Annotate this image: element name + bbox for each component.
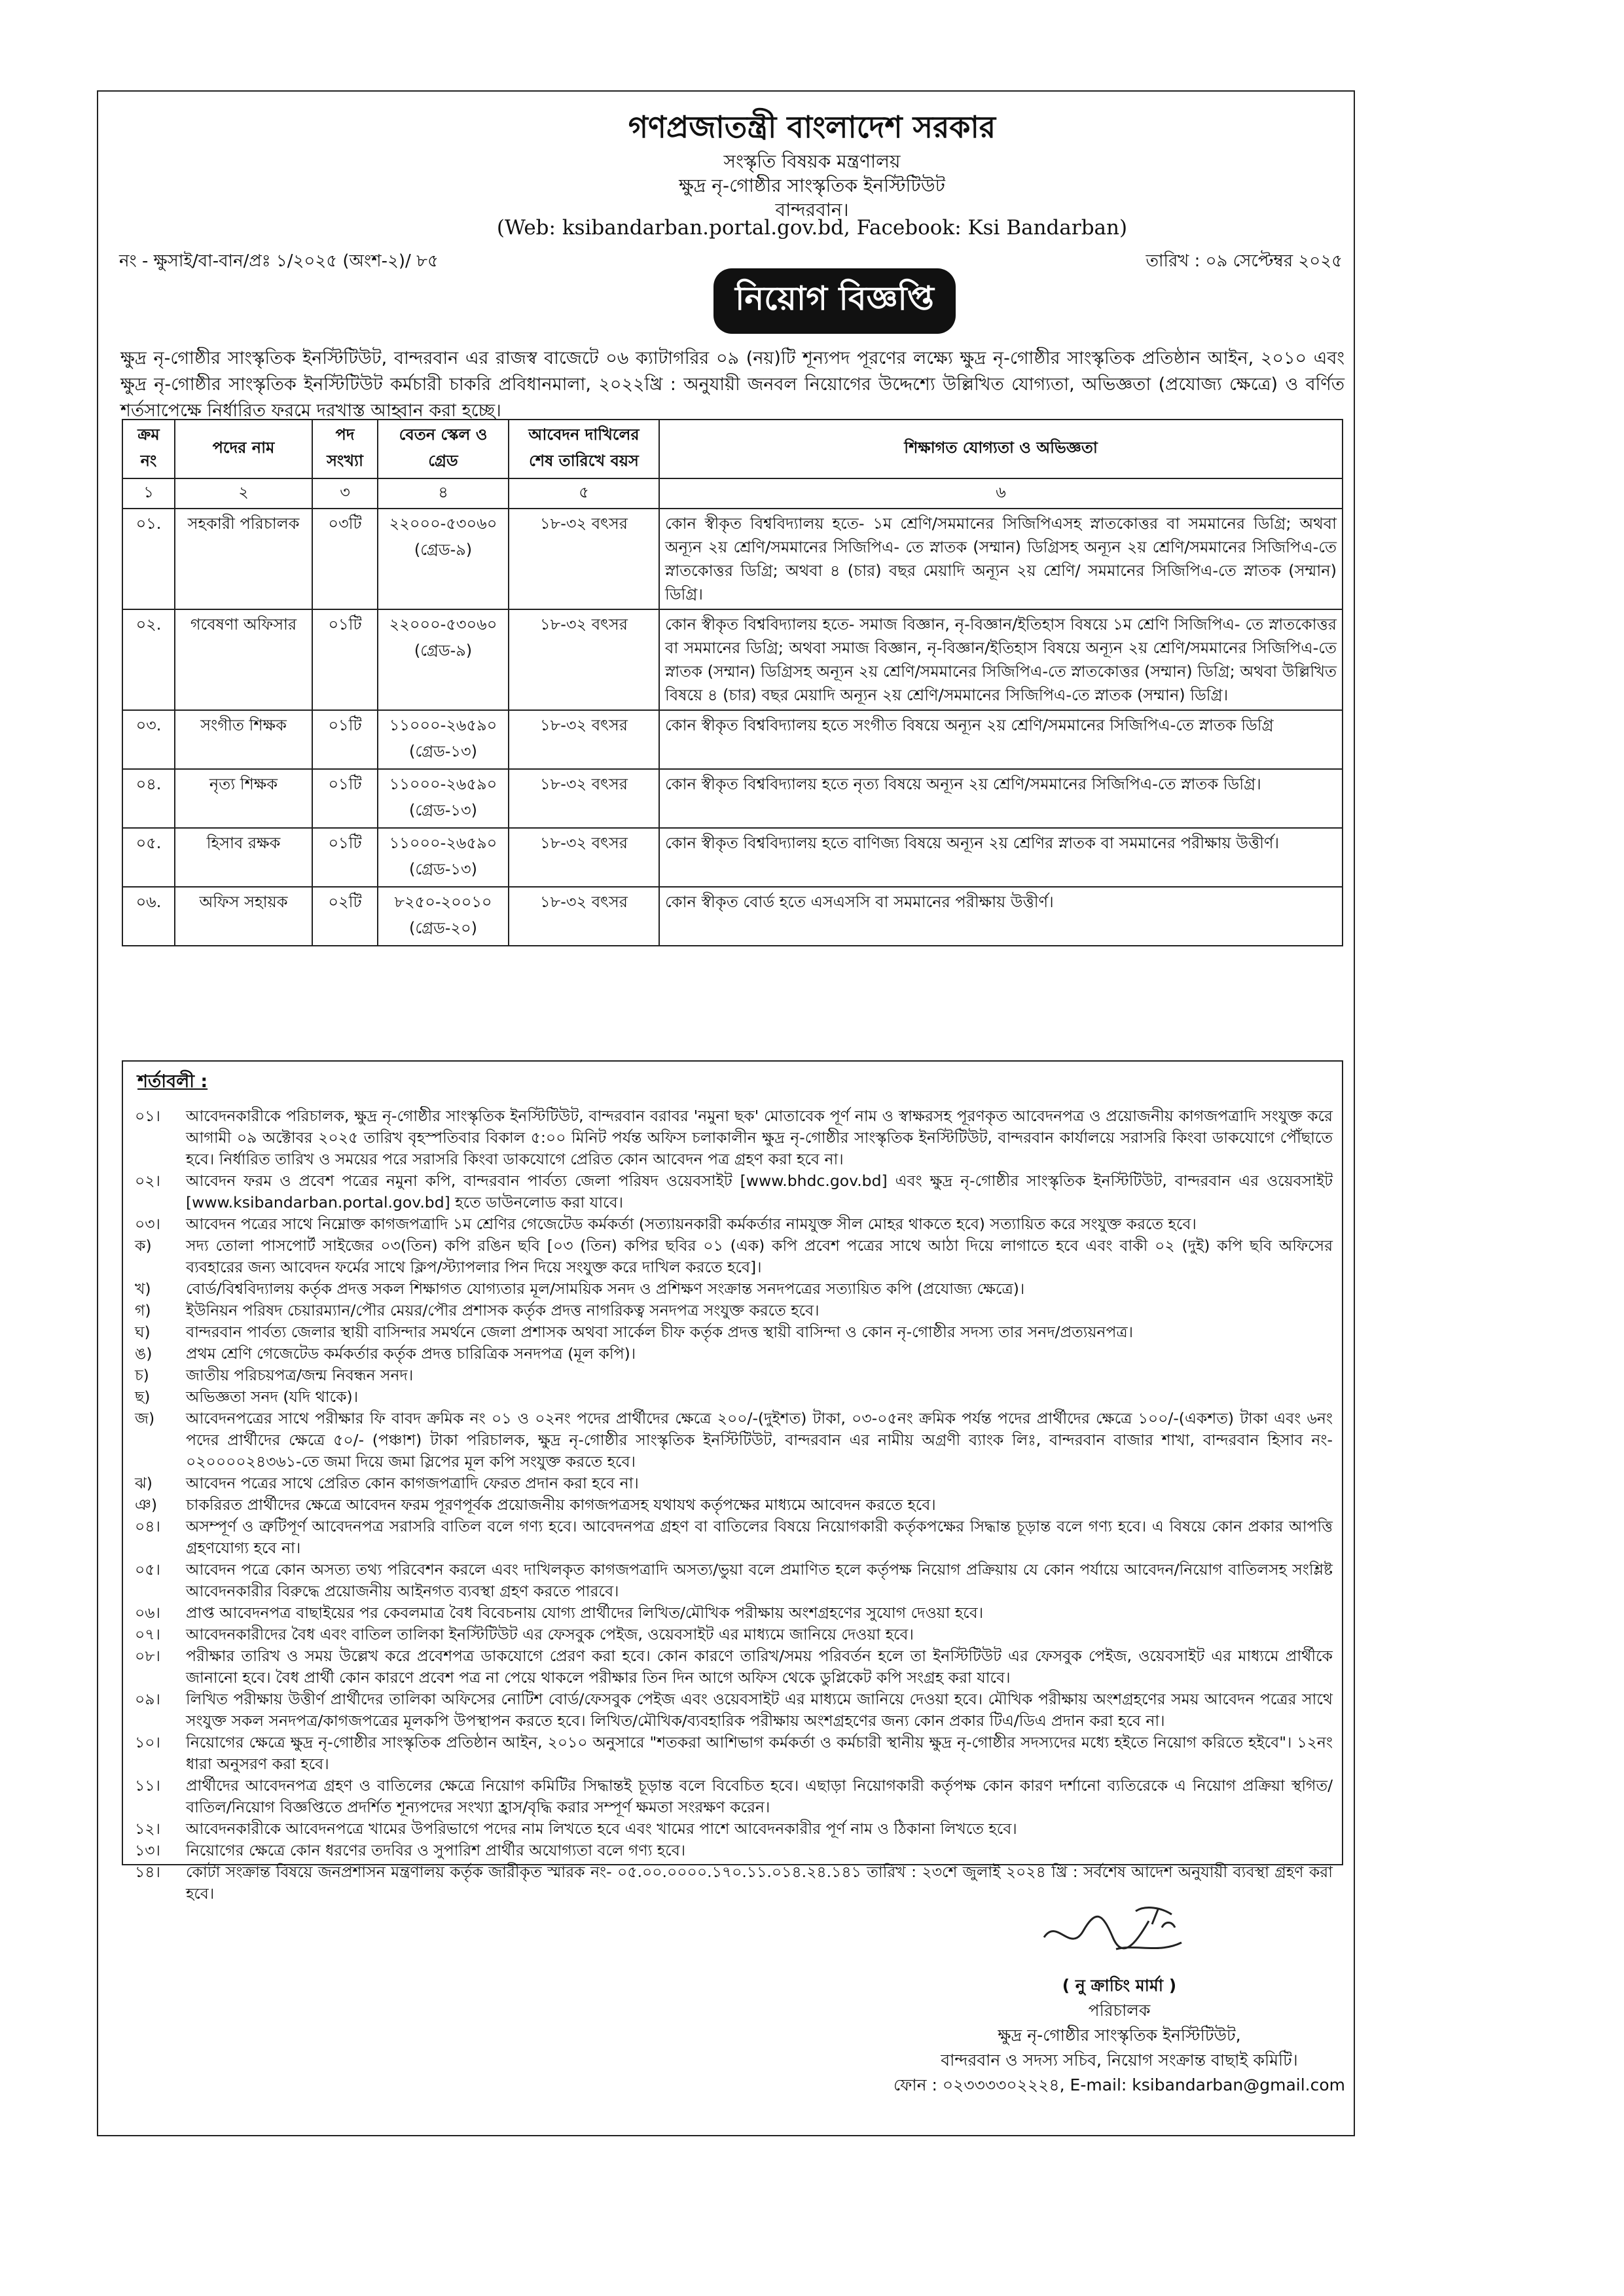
term-number: ০১। <box>135 1107 160 1125</box>
term-text: কোটা সংক্রান্ত বিষয়ে জনপ্রশাসন মন্ত্রণালয় কর্তৃক জারীকৃত স্মারক নং- ০৫.০০.০০০০.১৭০.১১.০১৪.২৪.১৪১ তারিখ : ২৩শে জুলাই ২০২৪ খ্রি : সর্বশেষ আদেশ অনুযায়ী ব্যবস্থা গ্রহণ করা হবে। <box>186 1863 1333 1903</box>
term-item <box>132 1732 1333 1775</box>
cell-post-count: ০২টি <box>312 887 378 946</box>
term-text: অভিজ্ঞতা সনদ (যদি থাকে)। <box>186 1388 359 1406</box>
term-text: আবেদন ফরম ও প্রবেশ পত্রের নমুনা কপি, বান্দরবান পার্বত্য জেলা পরিষদ ওয়েবসাইট [www.bhdc.gov.bd] এবং ক্ষুদ্র নৃ-গোষ্ঠীর সাংস্কৃতিক ইনস্টিটিউট, বান্দরবান এর ওয়েবসাইট [www.ksibandarban.portal.gov.bd] হতে ডাউনলোড করা যাবে। <box>186 1172 1333 1211</box>
term-number: ছ) <box>135 1388 151 1406</box>
term-item <box>132 1300 1333 1321</box>
term-text: বোর্ড/বিশ্ববিদ্যালয় কর্তৃক প্রদত্ত সকল শিক্ষাগত যোগ্যতার মূল/সাময়িক সনদ ও প্রশিক্ষণ সংক্রান্ত সনদপত্রের সত্যায়িত কপি (প্রযোজ্য ক্ষেত্রে)। <box>186 1280 1025 1298</box>
term-item <box>132 1602 1333 1624</box>
col-header: আবেদন দাখিলের শেষ তারিখে বয়স <box>509 420 659 478</box>
term-text: প্রার্থীদের আবেদনপত্র গ্রহণ ও বাতিলের ক্ষেত্রে নিয়োগ কমিটির সিদ্ধান্তই চূড়ান্ত বলে বিবেচিত হবে। এছাড়া নিয়োগকারী কর্তৃপক্ষ কোন কারণ দর্শানো ব্যতিরেকে এ নিয়োগ প্রক্রিয়া স্থগিত/বাতিল/নিয়োগ বিজ্ঞপ্তিতে প্রদর্শিত শূন্যপদের সংখ্যা হ্রাস/বৃদ্ধি করার সম্পূর্ণ ক্ষমতা সংরক্ষণ করেন। <box>186 1776 1333 1816</box>
col-header: শিক্ষাগত যোগ্যতা ও অভিজ্ঞতা <box>659 420 1343 478</box>
cell-qualification: কোন স্বীকৃত বিশ্ববিদ্যালয় হতে- সমাজ বিজ্ঞান, নৃ-বিজ্ঞান/ইতিহাস বিষয়ে ১ম শ্রেণি সিজিপিএ- তে স্নাতকোত্তর বা সমমানের ডিগ্রি; অথবা সমাজ বিজ্ঞান, নৃ-বিজ্ঞান/ইতিহাস বিষয়ে অন্যূন ২য় শ্রেণি/সমমানের সিজিপিএ-তে স্নাতক (সম্মান) ডিগ্রিসহ অন্যূন ২য় শ্রেণি/সমমানের সিজিপিএ-তে স্নাতকোত্তর (সম্মান) ডিগ্রি; অথবা উল্লিখিত বিষয়ে ৪ (চার) বছর মেয়াদি অন্যূন ২য় শ্রেণি/সমমানের সিজিপিএ-তে স্নাতক (সম্মান) ডিগ্রি। <box>659 609 1343 710</box>
pay-scale-value: ১১০০০-২৬৫৯০ <box>389 716 497 734</box>
term-item <box>132 1624 1333 1645</box>
term-text: প্রাপ্ত আবেদনপত্র বাছাইয়ের পর কেবলমাত্র বৈধ বিবেচনায় যোগ্য প্রার্থীদের লিখিত/মৌখিক পরীক্ষায় অংশগ্রহণের সুযোগ দেওয়া হবে। <box>186 1604 984 1622</box>
cell-post-name: অফিস সহায়ক <box>175 887 312 946</box>
term-number: ০৮। <box>135 1647 160 1665</box>
col-number: ১ <box>122 478 175 509</box>
term-item <box>132 1494 1333 1516</box>
signatory-role: বান্দরবান ও সদস্য সচিব, নিয়োগ সংক্রান্ত বাছাই কমিটি। <box>941 2051 1298 2070</box>
term-text: চাকরিরত প্রার্থীদের ক্ষেত্রে আবেদন ফরম পূরণপূর্বক প্রয়োজনীয় কাগজপত্রসহ যথাযথ কর্তৃপক্ষের মাধ্যমে আবেদন করতে হবে। <box>186 1496 936 1514</box>
cell-post-count: ০১টি <box>312 609 378 710</box>
column-number-row <box>122 478 1343 509</box>
signatory-designation: পরিচালক <box>1088 2001 1151 2020</box>
term-item <box>132 1343 1333 1365</box>
col-header: বেতন স্কেল ও গ্রেড <box>378 420 509 478</box>
cell-serial: ০৩. <box>122 710 175 769</box>
term-item <box>132 1170 1333 1213</box>
term-item <box>132 1645 1333 1689</box>
pay-scale-value: ১১০০০-২৬৫৯০ <box>389 775 497 793</box>
term-text: বান্দরবান পার্বত্য জেলার স্থায়ী বাসিন্দার সমর্থনে জেলা প্রশাসক অথবা সার্কেল চীফ কর্তৃক প্রদত্ত স্থায়ী বাসিন্দা ও কোন নৃ-গোষ্ঠীর সদস্য তার সনদ/প্রত্যয়নপত্র। <box>186 1323 1134 1341</box>
term-number: ঝ) <box>135 1474 153 1492</box>
term-number: ক) <box>135 1236 152 1255</box>
cell-post-name: গবেষণা অফিসার <box>175 609 312 710</box>
term-text: লিখিত পরীক্ষায় উত্তীর্ণ প্রার্থীদের তালিকা অফিসের নোটিশ বোর্ড/ফেসবুক পেইজ এবং ওয়েবসাইট এর মাধ্যমে জানিয়ে দেওয়া হবে। মৌখিক পরীক্ষায় অংশগ্রহণের সময় আবেদন পত্রের সাথে সংযুক্ত সকল সনদপত্র/কাগজপত্রের মূলকপি উপস্থাপন করতে হবে। লিখিত/মৌখিক/ব্যবহারিক পরীক্ষায় অংশগ্রহণের জন্য কোন প্রকার টিএ/ডিএ প্রদান করা হবে না। <box>186 1690 1333 1730</box>
col-header: ক্রম নং <box>122 420 175 478</box>
cell-serial: ০৬. <box>122 887 175 946</box>
col-number: ৫ <box>509 478 659 509</box>
cell-post-name: হিসাব রক্ষক <box>175 828 312 887</box>
cell-qualification: কোন স্বীকৃত বিশ্ববিদ্যালয় হতে- ১ম শ্রেণি/সমমানের সিজিপিএসহ স্নাতকোত্তর বা সমমানের ডিগ্রি; অথবা অন্যূন ২য় শ্রেণি/সমমানের সিজিপিএ- তে স্নাতক (সম্মান) ডিগ্রিসহ অন্যূন ২য় শ্রেণি/সমমানের সিজিপিএ-তে স্নাতকোত্তর ডিগ্রি; অথবা ৪ (চার) বছর মেয়াদি অন্যূন ২য় শ্রেণি/ সমমানের সিজিপিএ-তে স্নাতক (সম্মান) ডিগ্রি। <box>659 509 1343 609</box>
table-row <box>122 887 1343 946</box>
cell-post-count: ০১টি <box>312 769 378 828</box>
grade-value: (গ্রেড-৯) <box>414 541 473 559</box>
term-number: খ) <box>135 1280 151 1298</box>
term-number: ঞ) <box>135 1496 157 1514</box>
term-number: ১১। <box>135 1776 160 1795</box>
cell-qualification: কোন স্বীকৃত বিশ্ববিদ্যালয় হতে বাণিজ্য বিষয়ে অন্যূন ২য় শ্রেণির স্নাতক বা সমমানের পরীক্ষায় উত্তীর্ণ। <box>659 828 1343 887</box>
term-number: ০৪। <box>135 1517 160 1535</box>
signatory-contact: ফোন : ০২৩৩৩৩০২২২৪, E-mail: ksibandarban@gmail.com <box>893 2075 1346 2094</box>
grade-value: (গ্রেড-২০) <box>409 919 477 937</box>
cell-pay-scale <box>378 887 509 946</box>
term-item <box>132 1105 1333 1170</box>
term-item <box>132 1386 1333 1408</box>
signature-block <box>890 1973 1348 2098</box>
cell-age-limit: ১৮-৩২ বৎসর <box>509 609 659 710</box>
cell-post-count: ০৩টি <box>312 509 378 609</box>
term-item <box>132 1365 1333 1386</box>
posts-table <box>122 419 1343 946</box>
table-row <box>122 828 1343 887</box>
terms-list <box>132 1105 1333 1905</box>
term-number: ০৫। <box>135 1560 160 1579</box>
term-number: ১৩। <box>135 1841 160 1859</box>
cell-age-limit: ১৮-৩২ বৎসর <box>509 509 659 609</box>
cell-qualification: কোন স্বীকৃত বোর্ড হতে এসএসসি বা সমমানের পরীক্ষায় উত্তীর্ণ। <box>659 887 1343 946</box>
signatory-org: ক্ষুদ্র নৃ-গোষ্ঠীর সাংস্কৃতিক ইনস্টিটিউট, <box>998 2026 1241 2045</box>
grade-value: (গ্রেড-১৩) <box>409 860 477 878</box>
col-number: ৬ <box>659 478 1343 509</box>
term-text: ইউনিয়ন পরিষদ চেয়ারম্যান/পৌর মেয়র/পৌর প্রশাসক কর্তৃক প্রদত্ত নাগরিকত্ব সনদপত্র সংযুক্ত করতে হবে। <box>186 1301 820 1319</box>
term-number: ০৬। <box>135 1604 160 1622</box>
term-text: সদ্য তোলা পাসপোর্ট সাইজের ০৩(তিন) কপি রঙিন ছবি [০৩ (তিন) কপির ছবির ০১ (এক) কপি প্রবেশ পত্রের সাথে আঠা দিয়ে লাগাতে হবে এবং বাকী ০২ (দুই) কপি ছবি অফিসের ব্যবহারের জন্য আবেদন ফর্মের সাথে ক্লিপ/স্ট্যাপলার পিন দিয়ে সংযুক্ত করে দাখিল করতে হবে]। <box>186 1236 1333 1276</box>
web-facebook: (Web: ksibandarban.portal.gov.bd, Facebook: Ksi Bandarban) <box>496 216 1128 240</box>
terms-title: শর্তাবলী : <box>137 1071 208 1092</box>
cell-serial: ০৫. <box>122 828 175 887</box>
term-number: জ) <box>135 1409 155 1427</box>
cell-age-limit: ১৮-৩২ বৎসর <box>509 887 659 946</box>
term-text: পরীক্ষার তারিখ ও সময় উল্লেখ করে প্রবেশপত্র ডাকযোগে প্রেরণ করা হবে। কোন কারণে তারিখ/সময় পরিবর্তন হলে তা ইনস্টিটিউট এর ফেসবুক পেইজ, ওয়েবসাইট এর মাধ্যমে প্রার্থীকে জানানো হবে। বৈধ প্রার্থী কোন কারণে প্রবেশ পত্র না পেয়ে থাকলে পরীক্ষার তিন দিন আগে অফিস থেকে ডুপ্লিকেট কপি সংগ্রহ করা যাবে। <box>186 1647 1333 1687</box>
cell-post-count: ০১টি <box>312 710 378 769</box>
term-item <box>132 1321 1333 1343</box>
term-text: আবেদনকারীদের বৈধ এবং বাতিল তালিকা ইনস্টিটিউট এর ফেসবুক পেইজ, ওয়েবসাইট এর মাধ্যমে জানিয়ে দেওয়া হবে। <box>186 1625 914 1643</box>
pay-scale-value: ৮২৫০-২০০১০ <box>394 893 492 911</box>
term-number: ০৩। <box>135 1215 160 1233</box>
term-text: আবেদনকারীকে আবেদনপত্রে খামের উপরিভাগে পদের নাম লিখতে হবে এবং খামের পাশে আবেদনকারীর পূর্ণ নাম ও ঠিকানা লিখতে হবে। <box>186 1820 1017 1838</box>
term-number: ০২। <box>135 1172 160 1190</box>
term-text: আবেদন পত্রের সাথে নিম্নোক্ত কাগজপত্রাদি ১ম শ্রেণির গেজেটেড কর্মকর্তা (সত্যায়নকারী কর্মকর্তার নামযুক্ত সীল মোহর থাকতে হবে) সত্যায়িত করে সংযুক্ত করতে হবে। <box>186 1215 1197 1233</box>
term-number: ১০। <box>135 1733 160 1751</box>
place-name: বান্দরবান। <box>775 199 849 221</box>
cell-post-name: সংগীত শিক্ষক <box>175 710 312 769</box>
govt-title: গণপ্রজাতন্ত্রী বাংলাদেশ সরকার <box>628 109 996 145</box>
notice-title-badge: নিয়োগ বিজ্ঞপ্তি <box>713 268 956 334</box>
cell-post-name: সহকারী পরিচালক <box>175 509 312 609</box>
grade-value: (গ্রেড-১৩) <box>409 742 477 761</box>
term-item <box>132 1408 1333 1473</box>
term-number: ১৪। <box>135 1863 160 1881</box>
cell-pay-scale <box>378 509 509 609</box>
col-number: ৩ <box>312 478 378 509</box>
term-item <box>132 1235 1333 1278</box>
term-item <box>132 1689 1333 1732</box>
cell-serial: ০১. <box>122 509 175 609</box>
term-number: গ) <box>135 1301 151 1319</box>
col-number: ২ <box>175 478 312 509</box>
term-text: অসম্পূর্ণ ও ত্রুটিপূর্ণ আবেদনপত্র সরাসরি বাতিল বলে গণ্য হবে। আবেদনপত্র গ্রহণ বা বাতিলের বিষয়ে নিয়োগকারী কর্তৃকপক্ষের সিদ্ধান্ত চূড়ান্ত বলে গণ্য হবে। এ বিষয়ে কোন প্রকার আপত্তি গ্রহণযোগ্য হবে না। <box>186 1517 1333 1557</box>
term-item <box>132 1278 1333 1300</box>
terms-section <box>122 1060 1343 1903</box>
term-number: ঘ) <box>135 1323 151 1341</box>
pay-scale-value: ২২০০০-৫৩০৬০ <box>389 514 497 533</box>
term-number: ঙ) <box>135 1344 153 1363</box>
memo-number: নং - ক্ষুসাই/বা-বান/প্রঃ ১/২০২৫ (অংশ-২)/ ৮৫ <box>119 251 439 271</box>
col-header: পদ সংখ্যা <box>312 420 378 478</box>
term-text: নিয়োগের ক্ষেত্রে কোন ধরণের তদবির ও সুপারিশ প্রার্থীর অযোগ্যতা বলে গণ্য হবে। <box>186 1841 686 1859</box>
term-item <box>132 1213 1333 1235</box>
institute-name: ক্ষুদ্র নৃ-গোষ্ঠীর সাংস্কৃতিক ইনস্টিটিউট <box>679 175 945 196</box>
table-row <box>122 710 1343 769</box>
term-text: আবেদন পত্রের সাথে প্রেরিত কোন কাগজপত্রাদি ফেরত প্রদান করা হবে না। <box>186 1474 639 1492</box>
cell-post-count: ০১টি <box>312 828 378 887</box>
table-row <box>122 609 1343 710</box>
term-text: আবেদনপত্রের সাথে পরীক্ষার ফি বাবদ ক্রমিক নং ০১ ও ০২নং পদের প্রার্থীদের ক্ষেত্রে ২০০/-(দুইশত) টাকা, ০৩-০৫নং ক্রমিক পর্যন্ত পদের প্রার্থীদের ক্ষেত্রে ১০০/-(একশত) টাকা এবং ৬নং পদের প্রার্থীদের ক্ষেত্রে ৫০/- (পঞ্চাশ) টাকা পরিচালক, ক্ষুদ্র নৃ-গোষ্ঠীর সাংস্কৃতিক ইনস্টিটিউট, বান্দরবান এর নামীয় অগ্রণী ব্যাংক লিঃ, বান্দরবান বাজার শাখা, বান্দরবান হিসাব নং- ০২০০০০২৪৩৬১-তে জমা দিয়ে জমা স্লিপের মূল কপি সংযুক্ত করতে হবে। <box>186 1409 1333 1471</box>
ministry-name: সংস্কৃতি বিষয়ক মন্ত্রণালয় <box>723 151 901 172</box>
term-number: চ) <box>135 1366 149 1384</box>
grade-value: (গ্রেড-৯) <box>414 641 473 660</box>
cell-pay-scale <box>378 609 509 710</box>
term-number: ০৭। <box>135 1625 160 1643</box>
cell-age-limit: ১৮-৩২ বৎসর <box>509 828 659 887</box>
term-item <box>132 1840 1333 1861</box>
intro-paragraph: ক্ষুদ্র নৃ-গোষ্ঠীর সাংস্কৃতিক ইনস্টিটিউট, বান্দরবান এর রাজস্ব বাজেটে ০৬ ক্যাটাগরির ০৯ (নয়)টি শূন্যপদ পূরণের লক্ষ্যে ক্ষুদ্র নৃ-গোষ্ঠীর সাংস্কৃতিক প্রতিষ্ঠান আইন, ২০১০ এবং ক্ষুদ্র নৃ-গোষ্ঠীর সাংস্কৃতিক ইনস্টিটিউট কর্মচারী চাকরি প্রবিধানমালা, ২০২২খ্রি : অনুযায়ী জনবল নিয়োগের উদ্দেশ্যে উল্লিখিত যোগ্যতা, অভিজ্ঞতা (প্রযোজ্য ক্ষেত্রে) ও বর্ণিত শর্তসাপেক্ষে নির্ধারিত ফরমে দরখাস্ত আহ্বান করা হচ্ছে। <box>120 348 1344 421</box>
term-text: নিয়োগের ক্ষেত্রে ক্ষুদ্র নৃ-গোষ্ঠীর সাংস্কৃতিক প্রতিষ্ঠান আইন, ২০১০ অনুসারে "শতকরা আশিভাগ কর্মকর্তা ও কর্মচারী স্থানীয় ক্ষুদ্র নৃ-গোষ্ঠীর সদস্যদের মধ্যে হইতে নিয়োগ করিতে হইবে"। ১২নং ধারা অনুসরণ করা হবে। <box>186 1733 1333 1773</box>
handwritten-signature <box>1038 1892 1188 1964</box>
term-number: ১২। <box>135 1820 160 1838</box>
term-text: জাতীয় পরিচয়পত্র/জন্ম নিবন্ধন সনদ। <box>186 1366 414 1384</box>
col-header: পদের নাম <box>175 420 312 478</box>
term-text: আবেদন পত্রে কোন অসত্য তথ্য পরিবেশন করলে এবং দাখিলকৃত কাগজপত্রাদি অসত্য/ভুয়া বলে প্রমাণিত হলে কর্তৃপক্ষ নিয়োগ প্রক্রিয়ায় যে কোন পর্যায়ে আবেদন/নিয়োগ বাতিলসহ সংশ্লিষ্ট আবেদনকারীর বিরুদ্ধে প্রয়োজনীয় আইনগত ব্যবস্থা গ্রহণ করতে পারবে। <box>186 1560 1333 1600</box>
cell-serial: ০৪. <box>122 769 175 828</box>
term-item <box>132 1516 1333 1559</box>
col-number: ৪ <box>378 478 509 509</box>
cell-serial: ০২. <box>122 609 175 710</box>
term-item <box>132 1473 1333 1494</box>
term-item <box>132 1775 1333 1818</box>
signatory-name: ( নু ক্রাচিং মার্মা ) <box>1062 1976 1177 1995</box>
pay-scale-value: ২২০০০-৫৩০৬০ <box>389 615 497 634</box>
term-text: প্রথম শ্রেণি গেজেটেড কর্মকর্তার কর্তৃক প্রদত্ত চারিত্রিক সনদপত্র (মূল কপি)। <box>186 1344 636 1363</box>
cell-qualification: কোন স্বীকৃত বিশ্ববিদ্যালয় হতে সংগীত বিষয়ে অন্যূন ২য় শ্রেণি/সমমানের সিজিপিএ-তে স্নাতক ডিগ্রি <box>659 710 1343 769</box>
cell-pay-scale <box>378 828 509 887</box>
grade-value: (গ্রেড-১৩) <box>409 801 477 819</box>
term-number: ০৯। <box>135 1690 160 1708</box>
cell-pay-scale <box>378 769 509 828</box>
pay-scale-value: ১১০০০-২৬৫৯০ <box>389 834 497 852</box>
cell-pay-scale <box>378 710 509 769</box>
cell-age-limit: ১৮-৩২ বৎসর <box>509 769 659 828</box>
table-header-row <box>122 420 1343 478</box>
table-row <box>122 509 1343 609</box>
term-text: আবেদনকারীকে পরিচালক, ক্ষুদ্র নৃ-গোষ্ঠীর সাংস্কৃতিক ইনস্টিটিউট, বান্দরবান বরাবর 'নমুনা ছক' মোতাবেক পূর্ণ নাম ও স্বাক্ষরসহ পূরণকৃত আবেদনপত্র ও প্রয়োজনীয় কাগজপত্রাদি সংযুক্ত করে আগামী ০৯ অক্টোবর ২০২৫ তারিখ বৃহস্পতিবার বিকাল ৫:০০ মিনিট পর্যন্ত অফিস চলাকালীন ক্ষুদ্র নৃ-গোষ্ঠীর সাংস্কৃতিক ইনস্টিটিউট, বান্দরবান কার্যালয়ে সরাসরি কিংবা ডাকযোগে পৌঁছাতে হবে। নির্ধারিত তারিখ ও সময়ের পরে সরাসরি কিংবা ডাকযোগে প্রেরিত কোন আবেদন পত্র গ্রহণ করা হবে না। <box>186 1107 1333 1168</box>
cell-age-limit: ১৮-৩২ বৎসর <box>509 710 659 769</box>
table-row <box>122 769 1343 828</box>
term-item <box>132 1818 1333 1840</box>
notice-date: তারিখ : ০৯ সেপ্টেম্বর ২০২৫ <box>1146 251 1343 271</box>
cell-qualification: কোন স্বীকৃত বিশ্ববিদ্যালয় হতে নৃত্য বিষয়ে অন্যূন ২য় শ্রেণি/সমমানের সিজিপিএ-তে স্নাতক ডিগ্রি। <box>659 769 1343 828</box>
cell-post-name: নৃত্য শিক্ষক <box>175 769 312 828</box>
term-item <box>132 1559 1333 1602</box>
